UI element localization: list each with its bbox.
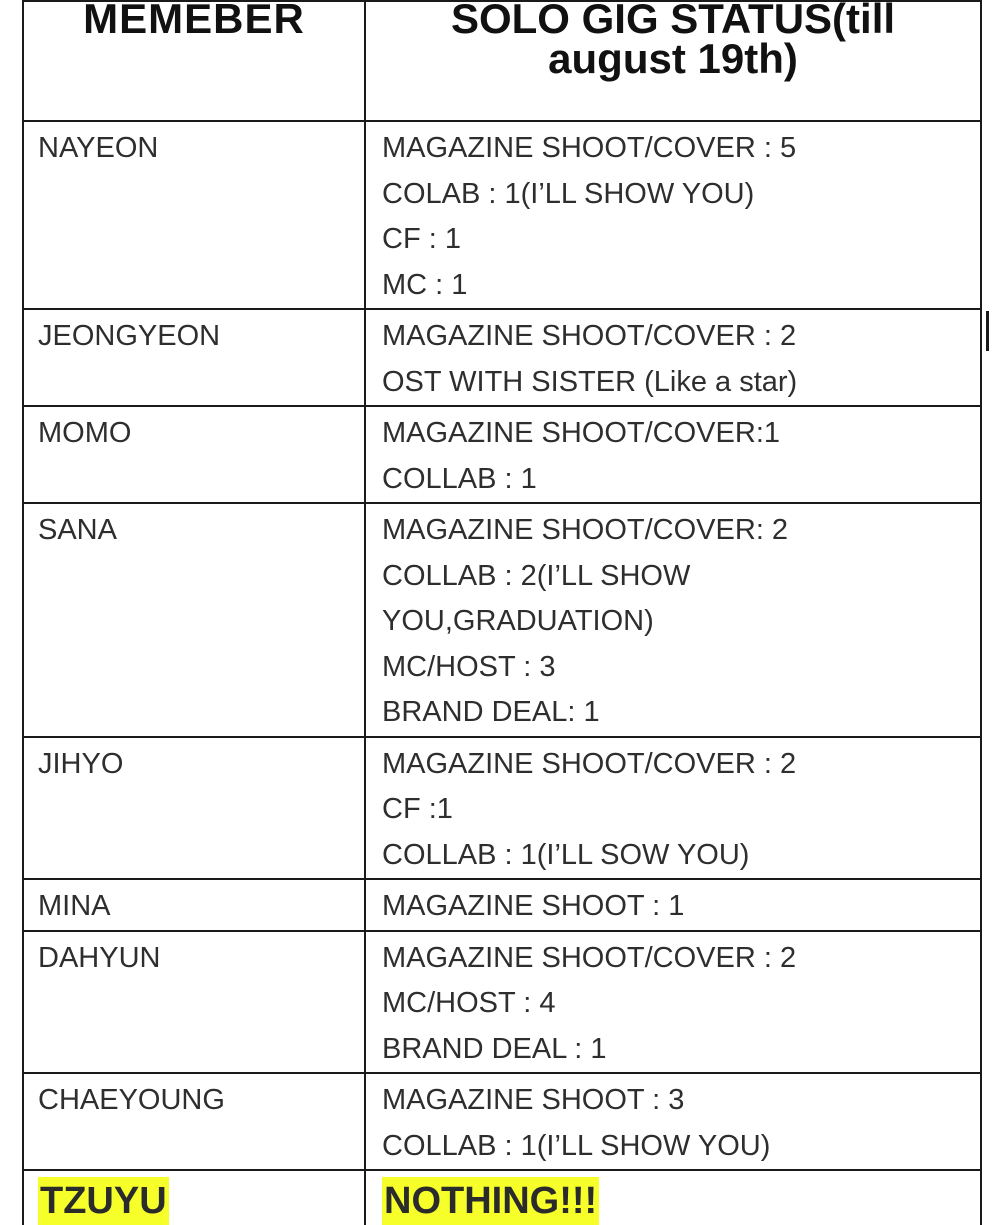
status-line: MC : 1	[382, 268, 468, 301]
status-line: MAGAZINE SHOOT : 3	[382, 1084, 685, 1116]
status-cell	[365, 121, 981, 309]
status-cell	[365, 406, 981, 503]
member-name: NAYEON	[38, 132, 159, 164]
member-name-cell	[23, 503, 365, 737]
status-line: MC/HOST : 4	[382, 987, 556, 1019]
table-row	[23, 1073, 981, 1170]
status-line: CF :1	[382, 793, 453, 825]
status-line: MAGAZINE SHOOT : 1	[382, 890, 685, 922]
status-line: OST WITH SISTER (Like a star)	[382, 365, 798, 398]
header-member-cell	[23, 1, 365, 121]
status-line: COLLAB : 1	[382, 462, 537, 495]
status-line: BRAND DEAL: 1	[382, 696, 600, 728]
header-row	[23, 1, 981, 121]
member-name-cell	[23, 309, 365, 406]
member-name: MINA	[38, 890, 111, 922]
header-status-line1: SOLO GIG STATUS(till	[450, 0, 896, 42]
member-name-cell	[23, 121, 365, 309]
header-status-line2: august 19th)	[548, 35, 798, 82]
member-name-cell	[23, 1073, 365, 1170]
member-name: JEONGYEON	[38, 320, 221, 352]
status-cell	[365, 503, 981, 737]
status-line: CF : 1	[382, 223, 461, 255]
status-line: MAGAZINE SHOOT/COVER : 2	[382, 941, 797, 974]
status-line: BRAND DEAL : 1	[382, 1032, 607, 1065]
member-name: JIHYO	[38, 747, 124, 780]
status-line: COLLAB : 1(I’LL SHOW YOU)	[382, 1129, 771, 1162]
table-row	[23, 879, 981, 931]
member-name-cell	[23, 1170, 365, 1225]
header-member-label: MEMEBER	[83, 0, 305, 42]
table-row	[23, 737, 981, 880]
status-line: MAGAZINE SHOOT/COVER: 2	[382, 514, 789, 546]
table-row	[23, 931, 981, 1074]
header-status-cell	[365, 1, 981, 121]
member-name: MOMO	[38, 417, 132, 449]
gig-status-table	[22, 0, 982, 1225]
table-row	[23, 309, 981, 406]
status-line: COLLAB : 1(I’LL SOW YOU)	[382, 838, 750, 871]
member-name-cell	[23, 931, 365, 1074]
highlighted-member-name: TZUYU	[38, 1177, 169, 1225]
status-cell	[365, 931, 981, 1074]
table-row	[23, 406, 981, 503]
status-line: MAGAZINE SHOOT/COVER : 5	[382, 132, 797, 164]
member-name: CHAEYOUNG	[38, 1084, 225, 1116]
highlighted-status: NOTHING!!!	[382, 1177, 599, 1225]
member-name-cell	[23, 406, 365, 503]
table-row	[23, 503, 981, 737]
member-name: DAHYUN	[38, 941, 161, 974]
status-line: COLLAB : 2(I’LL SHOW	[382, 559, 691, 592]
status-cell	[365, 309, 981, 406]
status-line: MAGAZINE SHOOT/COVER : 2	[382, 747, 797, 780]
status-line: MAGAZINE SHOOT/COVER : 2	[382, 320, 797, 352]
text-cursor-mark	[986, 311, 989, 351]
member-name-cell	[23, 879, 365, 931]
member-name: SANA	[38, 514, 117, 546]
table-row	[23, 121, 981, 309]
status-line: YOU,GRADUATION)	[382, 605, 654, 637]
status-line: COLAB : 1(I’LL SHOW YOU)	[382, 177, 755, 210]
status-line: MC/HOST : 3	[382, 650, 556, 683]
status-cell	[365, 879, 981, 931]
status-cell	[365, 1073, 981, 1170]
status-line: MAGAZINE SHOOT/COVER:1	[382, 417, 780, 449]
table-row-highlighted	[23, 1170, 981, 1225]
member-name-cell	[23, 737, 365, 880]
status-cell	[365, 737, 981, 880]
status-cell	[365, 1170, 981, 1225]
